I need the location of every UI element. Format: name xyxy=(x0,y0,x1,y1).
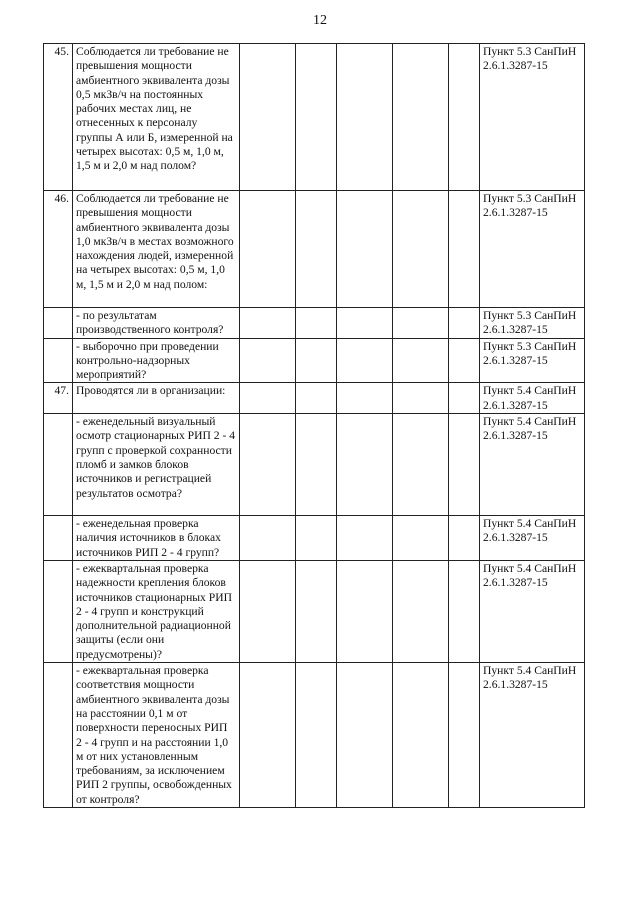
row-number xyxy=(44,414,73,516)
row-number xyxy=(44,663,73,808)
requirement-text: - еженедельная проверка наличия источников в блоках источников РИП 2 - 4 групп? xyxy=(73,516,240,561)
answer-cell xyxy=(337,383,393,414)
regulation-reference: Пункт 5.3 СанПиН 2.6.1.3287-15 xyxy=(480,44,585,191)
requirement-text: - по результатам производственного контроля? xyxy=(73,308,240,339)
regulation-reference: Пункт 5.4 СанПиН 2.6.1.3287-15 xyxy=(480,383,585,414)
answer-cell xyxy=(449,414,480,516)
answer-cell xyxy=(296,414,337,516)
regulation-reference: Пункт 5.4 СанПиН 2.6.1.3287-15 xyxy=(480,516,585,561)
answer-cell xyxy=(337,191,393,308)
table-row xyxy=(44,338,585,383)
answer-cell xyxy=(240,383,296,414)
answer-cell xyxy=(337,663,393,808)
table-row xyxy=(44,560,585,662)
answer-cell xyxy=(240,308,296,339)
answer-cell xyxy=(240,560,296,662)
row-number xyxy=(44,560,73,662)
answer-cell xyxy=(393,44,449,191)
answer-cell xyxy=(393,308,449,339)
answer-cell xyxy=(240,44,296,191)
answer-cell xyxy=(337,44,393,191)
answer-cell xyxy=(393,663,449,808)
answer-cell xyxy=(296,308,337,339)
requirement-text: - еженедельный визуальный осмотр стационарных РИП 2 - 4 групп с проверкой сохранности пломб и замков блоков источников и регистрацией результатов осмотра? xyxy=(73,414,240,516)
answer-cell xyxy=(337,308,393,339)
answer-cell xyxy=(393,516,449,561)
answer-cell xyxy=(449,308,480,339)
answer-cell xyxy=(449,383,480,414)
row-number: 45. xyxy=(44,44,73,191)
page-number: 12 xyxy=(313,13,327,28)
answer-cell xyxy=(449,516,480,561)
answer-cell xyxy=(449,338,480,383)
answer-cell xyxy=(449,44,480,191)
answer-cell xyxy=(240,191,296,308)
answer-cell xyxy=(240,663,296,808)
checklist-table xyxy=(43,43,585,808)
row-number xyxy=(44,338,73,383)
answer-cell xyxy=(296,560,337,662)
row-number xyxy=(44,516,73,561)
requirement-text: Соблюдается ли требование не превышения мощности амбиентного эквивалента дозы 1,0 мкЗв/ч в местах возможного нахождения людей, измеренной на четырех высотах: 0,5 м, 1,0 м, 1,5 м и 2,0 м над полом: xyxy=(73,191,240,308)
answer-cell xyxy=(296,383,337,414)
answer-cell xyxy=(296,663,337,808)
answer-cell xyxy=(337,414,393,516)
regulation-reference: Пункт 5.4 СанПиН 2.6.1.3287-15 xyxy=(480,414,585,516)
answer-cell xyxy=(449,663,480,808)
table-row xyxy=(44,516,585,561)
row-number: 46. xyxy=(44,191,73,308)
answer-cell xyxy=(449,191,480,308)
regulation-reference: Пункт 5.4 СанПиН 2.6.1.3287-15 xyxy=(480,560,585,662)
requirement-text: - выборочно при проведении контрольно-надзорных мероприятий? xyxy=(73,338,240,383)
table-row xyxy=(44,44,585,191)
answer-cell xyxy=(449,560,480,662)
answer-cell xyxy=(337,338,393,383)
table-row xyxy=(44,414,585,516)
answer-cell xyxy=(393,338,449,383)
answer-cell xyxy=(296,516,337,561)
answer-cell xyxy=(296,338,337,383)
regulation-reference: Пункт 5.3 СанПиН 2.6.1.3287-15 xyxy=(480,338,585,383)
answer-cell xyxy=(393,191,449,308)
answer-cell xyxy=(240,338,296,383)
answer-cell xyxy=(296,44,337,191)
answer-cell xyxy=(240,516,296,561)
regulation-reference: Пункт 5.3 СанПиН 2.6.1.3287-15 xyxy=(480,308,585,339)
answer-cell xyxy=(337,560,393,662)
regulation-reference: Пункт 5.4 СанПиН 2.6.1.3287-15 xyxy=(480,663,585,808)
answer-cell xyxy=(393,560,449,662)
row-number: 47. xyxy=(44,383,73,414)
table-row xyxy=(44,663,585,808)
table-row xyxy=(44,191,585,308)
requirement-text: - ежеквартальная проверка надежности крепления блоков источников стационарных РИП 2 - 4 групп и конструкций дополнительной радиационной защиты (если они предусмотрены)? xyxy=(73,560,240,662)
requirement-text: Соблюдается ли требование не превышения мощности амбиентного эквивалента дозы 0,5 мкЗв/ч на постоянных рабочих местах лиц, не отнесенных к персоналу группы А или Б, измеренной на четырех высотах: 0,5 м, 1,0 м, 1,5 м и 2,0 м над полом? xyxy=(73,44,240,191)
requirement-text: Проводятся ли в организации: xyxy=(73,383,240,414)
answer-cell xyxy=(337,516,393,561)
answer-cell xyxy=(240,414,296,516)
table-row xyxy=(44,383,585,414)
row-number xyxy=(44,308,73,339)
requirement-text: - ежеквартальная проверка соответствия мощности амбиентного эквивалента дозы на расстоянии 0,1 м от поверхности переносных РИП 2 - 4 групп и на расстоянии 1,0 м от них установленным требованиям, за исключением РИП 2 группы, освобожденных от контроля? xyxy=(73,663,240,808)
answer-cell xyxy=(393,414,449,516)
table-row xyxy=(44,308,585,339)
regulation-reference: Пункт 5.3 СанПиН 2.6.1.3287-15 xyxy=(480,191,585,308)
answer-cell xyxy=(296,191,337,308)
answer-cell xyxy=(393,383,449,414)
